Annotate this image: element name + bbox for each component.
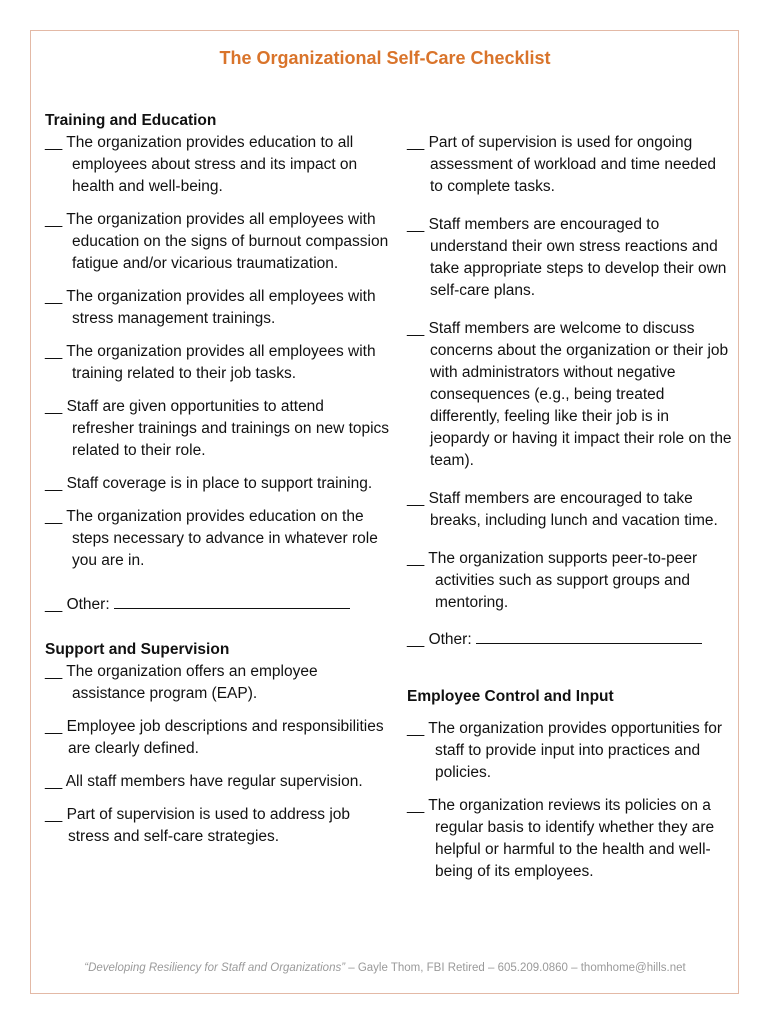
checklist-item: __ Staff members are encouraged to take breaks, including lunch and vacation time. (407, 490, 718, 529)
checkbox-blank[interactable]: __ (45, 343, 67, 360)
checkbox-blank[interactable]: __ (45, 663, 67, 680)
checkbox-blank[interactable]: __ (45, 211, 67, 228)
checklist-item: __ The organization provides all employees with stress management trainings. (45, 288, 376, 327)
checklist-item: __ Staff are given opportunities to attend refresher trainings and trainings on new topics related to their role. (45, 398, 390, 459)
checklist-item: __ The organization offers an employee assistance program (EAP). (45, 663, 318, 702)
checkbox-blank[interactable]: __ (45, 134, 67, 151)
checkbox-blank[interactable]: __ (45, 475, 67, 492)
checklist-item: __ Staff coverage is in place to support training. (45, 475, 373, 492)
other-input-line[interactable] (476, 629, 702, 644)
checklist-item: __ Staff members are encouraged to understand their own stress reactions and take appropriate steps to develop their own self-care plans. (407, 216, 727, 299)
right-column (407, 110, 732, 883)
checkbox-blank[interactable]: __ (45, 288, 67, 305)
footer (0, 962, 770, 974)
checkbox-blank[interactable]: __ (45, 596, 67, 613)
footer-quote: “Developing Resiliency for Staff and Organizations” (84, 962, 346, 974)
section-heading-training: Training and Education (45, 112, 217, 129)
checklist-item: __ All staff members have regular supervision. (45, 773, 363, 790)
checkbox-blank[interactable]: __ (407, 320, 429, 337)
checklist-item: __ The organization provides opportunities for staff to provide input into practices and policies. (407, 720, 723, 781)
checklist-item: __ The organization provides all employees with training related to their job tasks. (45, 343, 376, 382)
section-heading-support: Support and Supervision (45, 641, 230, 658)
checkbox-blank[interactable]: __ (45, 718, 67, 735)
section-heading-control: Employee Control and Input (407, 688, 614, 705)
checkbox-blank[interactable]: __ (45, 806, 67, 823)
checkbox-blank[interactable]: __ (407, 797, 429, 814)
checklist-item: __ The organization reviews its policies on a regular basis to identify whether they are helpful or harmful to the health and well-being of its employees. (407, 797, 715, 880)
checklist-item: __ Employee job descriptions and responsibilities are clearly defined. (45, 718, 384, 757)
checklist-item: __ The organization provides all employees with education on the signs of burnout compassion fatigue and/or vicarious traumatization. (45, 211, 389, 272)
checkbox-blank[interactable]: __ (407, 720, 429, 737)
checklist-item: __ The organization provides education on the steps necessary to advance in whatever role you are in. (45, 508, 378, 569)
checklist-item: __ The organization supports peer-to-peer activities such as support groups and mentoring. (407, 550, 698, 611)
checkbox-blank[interactable]: __ (45, 508, 67, 525)
other-item: __ Other: (407, 629, 732, 651)
left-column (45, 110, 390, 848)
checkbox-blank[interactable]: __ (407, 490, 429, 507)
checklist-item: __ Part of supervision is used for ongoing assessment of workload and time needed to complete tasks. (407, 134, 717, 195)
checklist-item: __ Staff members are welcome to discuss concerns about the organization or their job with administrators without negative consequences (e.g., being treated differently, feeling like their job is in jeopardy or having it impact their role on the team). (407, 320, 732, 469)
checkbox-blank[interactable]: __ (407, 550, 429, 567)
checklist-item: __ The organization provides education to all employees about stress and its impact on health and well-being. (45, 134, 358, 195)
checklist-item: __ Part of supervision is used to address job stress and self-care strategies. (45, 806, 351, 845)
checkbox-blank[interactable]: __ (407, 134, 429, 151)
other-input-line[interactable] (114, 594, 350, 609)
footer-contact: – Gayle Thom, FBI Retired – 605.209.0860 – thomhome@hills.net (345, 962, 686, 974)
checkbox-blank[interactable]: __ (45, 773, 66, 790)
page-title: The Organizational Self-Care Checklist (219, 48, 551, 68)
checkbox-blank[interactable]: __ (407, 216, 429, 233)
other-item: __ Other: (45, 594, 390, 616)
checkbox-blank[interactable]: __ (407, 631, 429, 648)
checkbox-blank[interactable]: __ (45, 398, 67, 415)
